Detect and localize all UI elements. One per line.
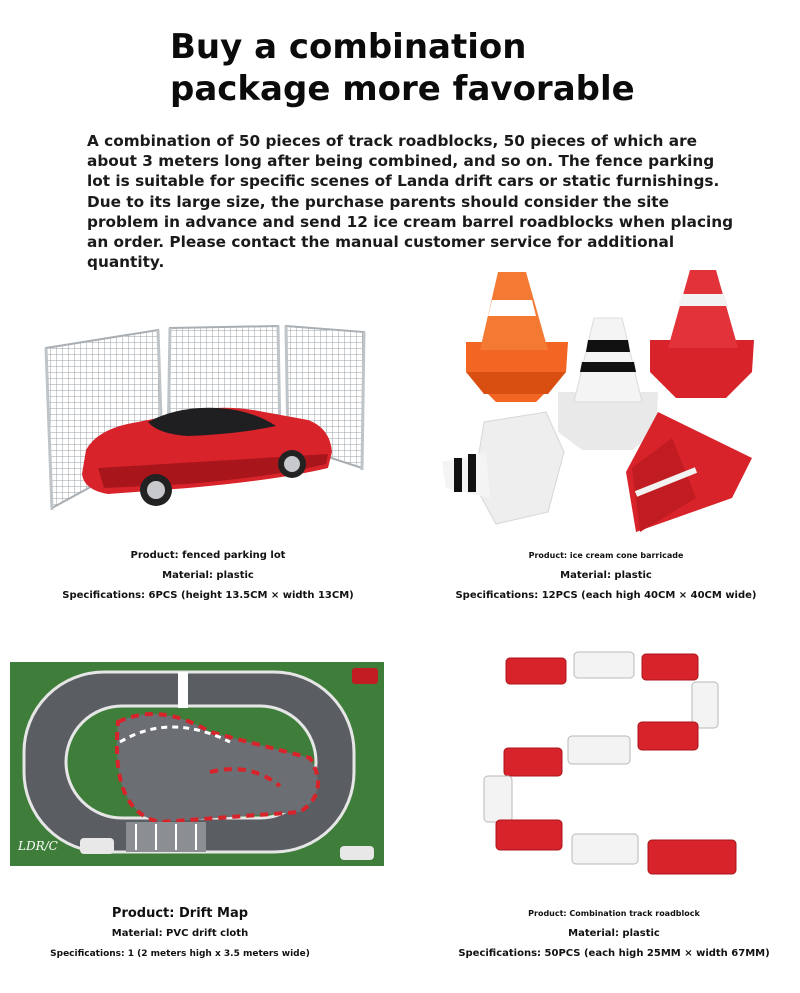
white-cone-icon — [558, 318, 658, 450]
product-material: Material: plastic — [162, 570, 254, 581]
fenced-parking-lot-image — [38, 318, 370, 523]
ice-cream-cone-barricade-image — [436, 262, 766, 542]
orange-cone-icon — [466, 272, 568, 402]
red-cone-icon — [650, 270, 754, 398]
intro-paragraph: A combination of 50 pieces of track roadblocks, 50 pieces of which are about 3 meters long after being combined, and so on. The fence parking lot is suitable for specific scenes of Landa drift cars or static furnishings. Due to its large size, the purchase parents should consider the site problem in advance and send 12 ice cream barrel roadblocks when placing an order. Please contact the manual customer service for additional quantity. — [87, 132, 734, 272]
product-material: Material: PVC drift cloth — [111, 928, 249, 939]
car-thumbnail-icon — [80, 838, 114, 854]
product-specs: Specifications: 1 (2 meters high x 3.5 meters wide) — [50, 949, 310, 959]
track-roadblock-image — [478, 648, 764, 886]
product-material: Material: plastic — [560, 570, 652, 581]
drift-map-image — [10, 662, 384, 866]
product-name: Product: Combination track roadblock — [528, 909, 700, 918]
product-name: Product: Drift Map — [111, 906, 249, 921]
product-material: Material: plastic — [568, 928, 660, 939]
car-thumbnail-icon — [352, 668, 378, 684]
caption-drift-map — [10, 904, 350, 964]
car-thumbnail-icon — [340, 846, 374, 860]
caption-cone-barricade — [436, 546, 776, 606]
product-name: Product: ice cream cone barricade — [528, 551, 684, 560]
product-specs: Specifications: 12PCS (each high 40CM × 40CM wide) — [455, 590, 757, 601]
product-specs: Specifications: 50PCS (each high 25MM × width 67MM) — [458, 948, 770, 959]
product-name: Product: fenced parking lot — [130, 550, 286, 561]
caption-fenced-parking-lot — [38, 546, 378, 606]
page-headline — [170, 26, 730, 110]
product-specs: Specifications: 6PCS (height 13.5CM × width 13CM) — [62, 590, 354, 601]
map-logo: LDR/C — [18, 839, 58, 853]
white-cone-lying-icon — [442, 412, 564, 524]
caption-track-roadblock — [444, 904, 784, 964]
headline-line-2: package more favorable — [170, 69, 635, 109]
headline-line-1: Buy a combination — [170, 27, 527, 67]
